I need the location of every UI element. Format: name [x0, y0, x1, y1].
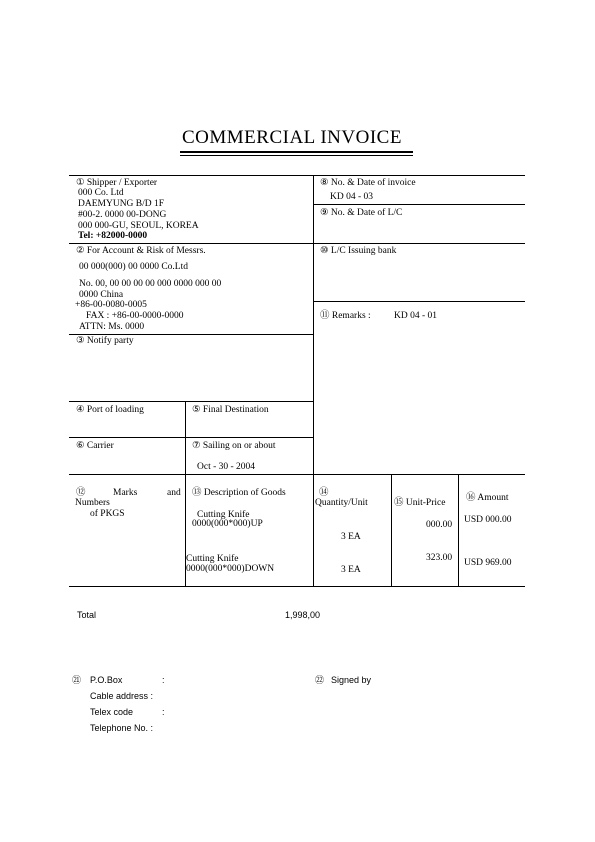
sailing-value: Oct - 30 - 2004	[197, 462, 256, 472]
item-2-price: 323.00	[426, 553, 453, 563]
pobox-colon: :	[162, 675, 165, 685]
total-value: 1,998,00	[285, 610, 321, 620]
title-underline-1	[180, 151, 413, 153]
price-amount-divider	[458, 474, 459, 586]
center-divider	[313, 175, 314, 586]
divider-port-carrier	[69, 437, 313, 438]
port-loading-label: ④ Port of loading	[76, 405, 144, 415]
shipper-line-3: #00-2. 0000 00-DONG	[78, 210, 167, 220]
page-title: COMMERCIAL INVOICE	[182, 127, 402, 148]
divider-bank-remarks	[313, 301, 525, 302]
account-line-1: 00 000(000) 00 0000 Co.Ltd	[79, 262, 188, 272]
account-fax: FAX : +86-00-0000-0000	[86, 311, 184, 321]
telephone-label: Telephone No. :	[90, 723, 154, 733]
item-1-amount: USD 000.00	[464, 515, 512, 525]
invoice-value: KD 04 - 03	[330, 192, 374, 202]
pobox-number: ㉑	[72, 675, 82, 685]
marks-pkgs: of PKGS	[90, 509, 125, 519]
final-destination-label: ⑤ Final Destination	[192, 405, 269, 415]
account-line-3: 0000 China	[79, 290, 124, 300]
item-1-qty: 3 EA	[341, 532, 361, 542]
signed-by-label: Signed by	[331, 675, 372, 685]
lc-bank-label: ⑩ L/C Issuing bank	[320, 246, 397, 256]
item-2-desc-1: Cutting Knife	[186, 554, 239, 564]
shipper-line-4: 000 000-GU, SEOUL, KOREA	[78, 221, 199, 231]
lc-label: ⑨ No. & Date of L/C	[320, 208, 403, 218]
quantity-header: Quantity/Unit	[315, 498, 368, 508]
shipper-line-1: 000 Co. Ltd	[78, 188, 124, 198]
account-line-2: No. 00, 00 00 00 00 000 0000 000 00	[79, 279, 222, 289]
marks-numbers: Numbers	[75, 498, 110, 508]
item-1-desc-1: Cutting Knife	[197, 510, 250, 520]
divider-goods-header	[69, 474, 525, 475]
remarks-value: KD 04 - 01	[394, 311, 438, 321]
telex-code-label: Telex code	[90, 707, 134, 717]
port-dest-divider	[185, 401, 186, 474]
divider-account-notify	[69, 334, 313, 335]
remarks-label: ⑪ Remarks :	[320, 311, 371, 321]
qty-price-divider	[391, 474, 392, 586]
account-label: ② For Account & Risk of Messrs.	[76, 246, 206, 256]
amount-header: ⑯ Amount	[466, 493, 509, 503]
item-2-qty: 3 EA	[341, 565, 361, 575]
title-underline-2	[180, 155, 413, 156]
marks-word: Marks	[113, 488, 138, 498]
table-bottom-border	[69, 586, 525, 587]
quantity-number: ⑭	[319, 488, 329, 498]
pobox-label: P.O.Box	[90, 675, 123, 685]
invoice-label: ⑧ No. & Date of invoice	[320, 178, 416, 188]
item-2-desc-2: 0000(000*000)DOWN	[186, 564, 275, 574]
shipper-tel: Tel: +82000-0000	[78, 231, 148, 241]
shipper-label: ① Shipper / Exporter	[76, 178, 158, 188]
marks-and: and	[167, 488, 181, 498]
account-line-4: +86-00-0080-0005	[75, 300, 147, 310]
divider-notify-port	[69, 401, 313, 402]
item-1-price: 000.00	[426, 520, 453, 530]
total-label: Total	[77, 610, 97, 620]
item-1-desc-2: 0000(000*000)UP	[192, 519, 263, 529]
description-header: ⑬ Description of Goods	[192, 488, 286, 498]
table-top-border	[69, 175, 525, 176]
marks-number: ⑫	[76, 488, 86, 498]
signed-number: ㉒	[315, 675, 325, 685]
cable-address-label: Cable address :	[90, 691, 154, 701]
item-2-amount: USD 969.00	[464, 558, 512, 568]
unit-price-header: ⑮ Unit-Price	[394, 498, 446, 508]
divider-invoice-lc	[313, 204, 525, 205]
divider-shipper-account	[69, 243, 525, 244]
telex-colon: :	[162, 707, 165, 717]
account-attn: ATTN: Ms. 0000	[79, 322, 145, 332]
notify-label: ③ Notify party	[76, 336, 134, 346]
sailing-label: ⑦ Sailing on or about	[192, 441, 276, 451]
carrier-label: ⑥ Carrier	[76, 441, 114, 451]
shipper-line-2: DAEMYUNG B/D 1F	[78, 199, 165, 209]
